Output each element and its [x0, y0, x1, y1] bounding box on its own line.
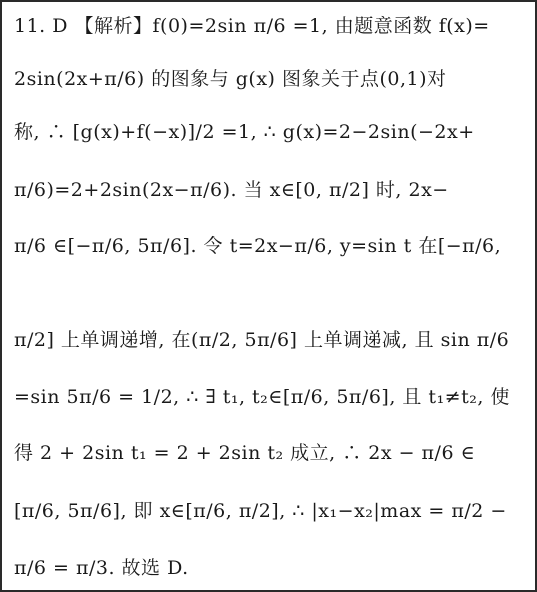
solution-line-10: [14, 544, 529, 588]
solution-line-4: [14, 166, 529, 210]
solution-line-8: [14, 429, 529, 473]
solution-line-2-text: 2sin(2x+π/6) 的图象与 g(x) 图象关于点(0,1)对: [14, 67, 447, 90]
solution-line-3-text: 称, ∴ [g(x)+f(−x)]/2 =1, ∴ g(x)=2−2sin(−2x+: [14, 120, 475, 143]
solution-line-1-text: 11. D 【解析】f(0)=2sin π/6 =1, 由题意函数 f(x)=: [14, 14, 490, 37]
solution-line-6: [14, 316, 529, 360]
solution-line-7: [14, 373, 529, 417]
solution-line-7-text: =sin 5π/6 = 1/2, ∴ ∃ t₁, t₂∈[π/6, 5π/6], 且 t₁≠t₂, 使: [14, 385, 510, 408]
solution-line-8-text: 得 2 + 2sin t₁ = 2 + 2sin t₂ 成立, ∴ 2x − π/6 ∈: [14, 441, 476, 464]
solution-line-3: [14, 108, 529, 152]
solution-line-5-text: π/6 ∈[−π/6, 5π/6]. 令 t=2x−π/6, y=sin t 在[−π/6,: [14, 234, 502, 257]
solution-line-9: [14, 487, 529, 531]
solution-line-10-text: π/6 = π/3. 故选 D.: [14, 556, 189, 579]
solution-line-9-text: [π/6, 5π/6], 即 x∈[π/6, π/2], ∴ |x₁−x₂|max = π/2 −: [14, 499, 507, 522]
solution-line-1: [14, 2, 529, 46]
solution-line-4-text: π/6)=2+2sin(2x−π/6). 当 x∈[0, π/2] 时, 2x−: [14, 178, 449, 201]
solution-line-6-text: π/2] 上单调递增, 在(π/2, 5π/6] 上单调递减, 且 sin π/6: [14, 328, 510, 351]
solution-line-2: [14, 55, 529, 99]
solution-line-5: [14, 222, 529, 266]
